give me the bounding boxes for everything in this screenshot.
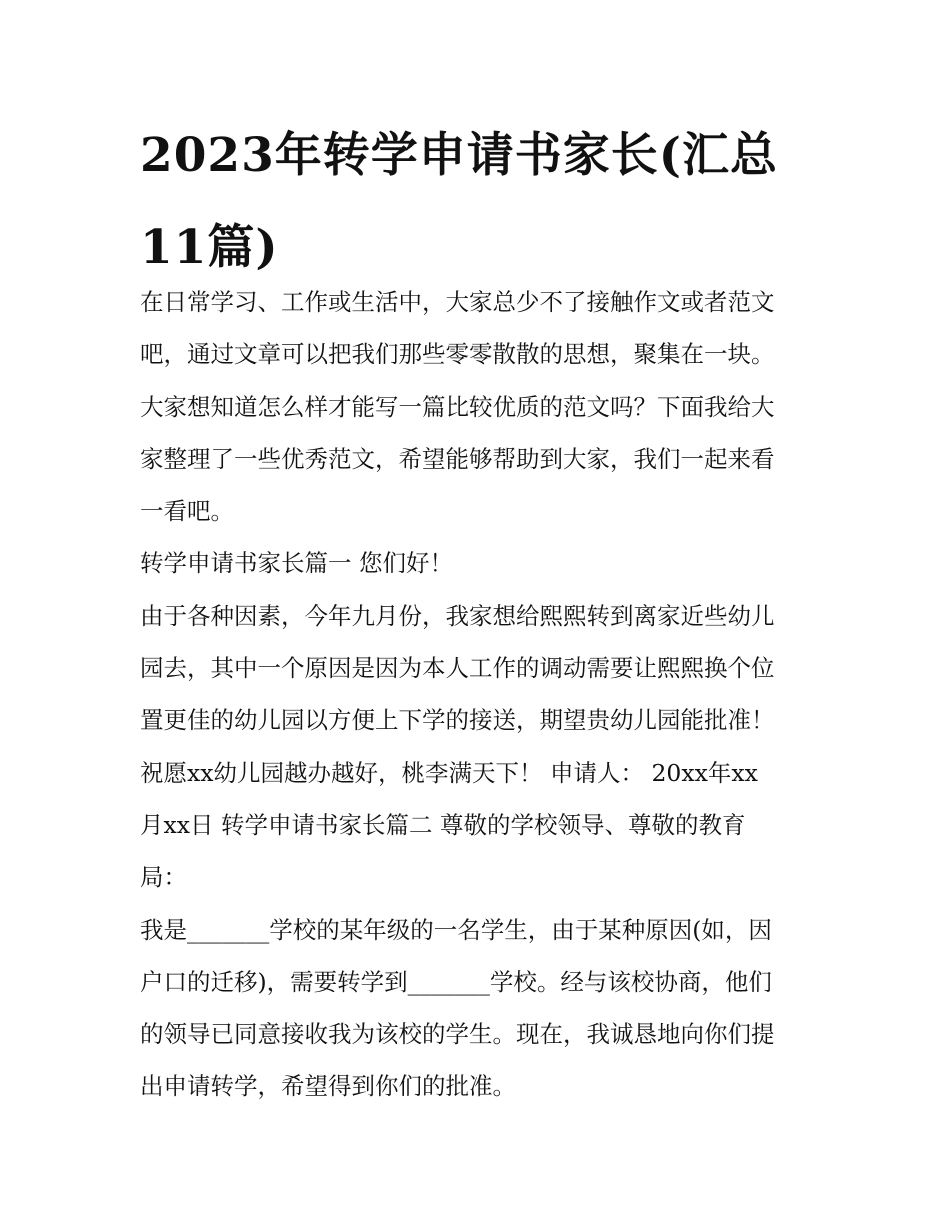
document-body — [140, 276, 815, 1113]
body-line: 局： — [140, 863, 187, 892]
body-line: 由于各种因素，今年九月份，我家想给熙熙转到离家近些幼儿 — [140, 601, 775, 630]
body-line: 家整理了一些优秀范文，希望能够帮助到大家，我们一起来看 — [140, 444, 775, 473]
body-line: 户口的迁移)，需要转学到_______学校。经与该校协商，他们 — [140, 967, 772, 996]
body-line: 在日常学习、工作或生活中，大家总少不了接触作文或者范文 — [140, 288, 775, 316]
section-heading-1: 转学申请书家长篇一 您们好！ — [140, 549, 453, 578]
body-line: 大家想知道怎么样才能写一篇比较优质的范文吗？下面我给大 — [140, 392, 775, 421]
body-line: 一看吧。 — [140, 497, 234, 526]
title-line-2: 11篇) — [140, 220, 279, 275]
body-line: 园去，其中一个原因是因为本人工作的调动需要让熙熙换个位 — [140, 654, 775, 683]
body-line: 月xx日 转学申请书家长篇二 尊敬的学校领导、尊敬的教育 — [140, 810, 746, 839]
body-line: 我是_______学校的某年级的一名学生，由于某种原因(如，因 — [140, 915, 772, 944]
body-line: 的领导已同意接收我为该校的学生。现在，我诚恳地向你们提 — [140, 1020, 775, 1049]
body-line: 祝愿xx幼儿园越办越好，桃李满天下！ 申请人： 20xx年xx — [140, 758, 758, 787]
document-title — [140, 110, 840, 294]
title-line-1: 2023年转学申请书家长(汇总 — [140, 128, 779, 183]
body-line: 吧，通过文章可以把我们那些零零散散的思想，聚集在一块。 — [140, 340, 775, 369]
body-line: 出申请转学，希望得到你们的批准。 — [140, 1072, 516, 1101]
body-line: 置更佳的幼儿园以方便上下学的接送，期望贵幼儿园能批准！ — [140, 706, 775, 735]
